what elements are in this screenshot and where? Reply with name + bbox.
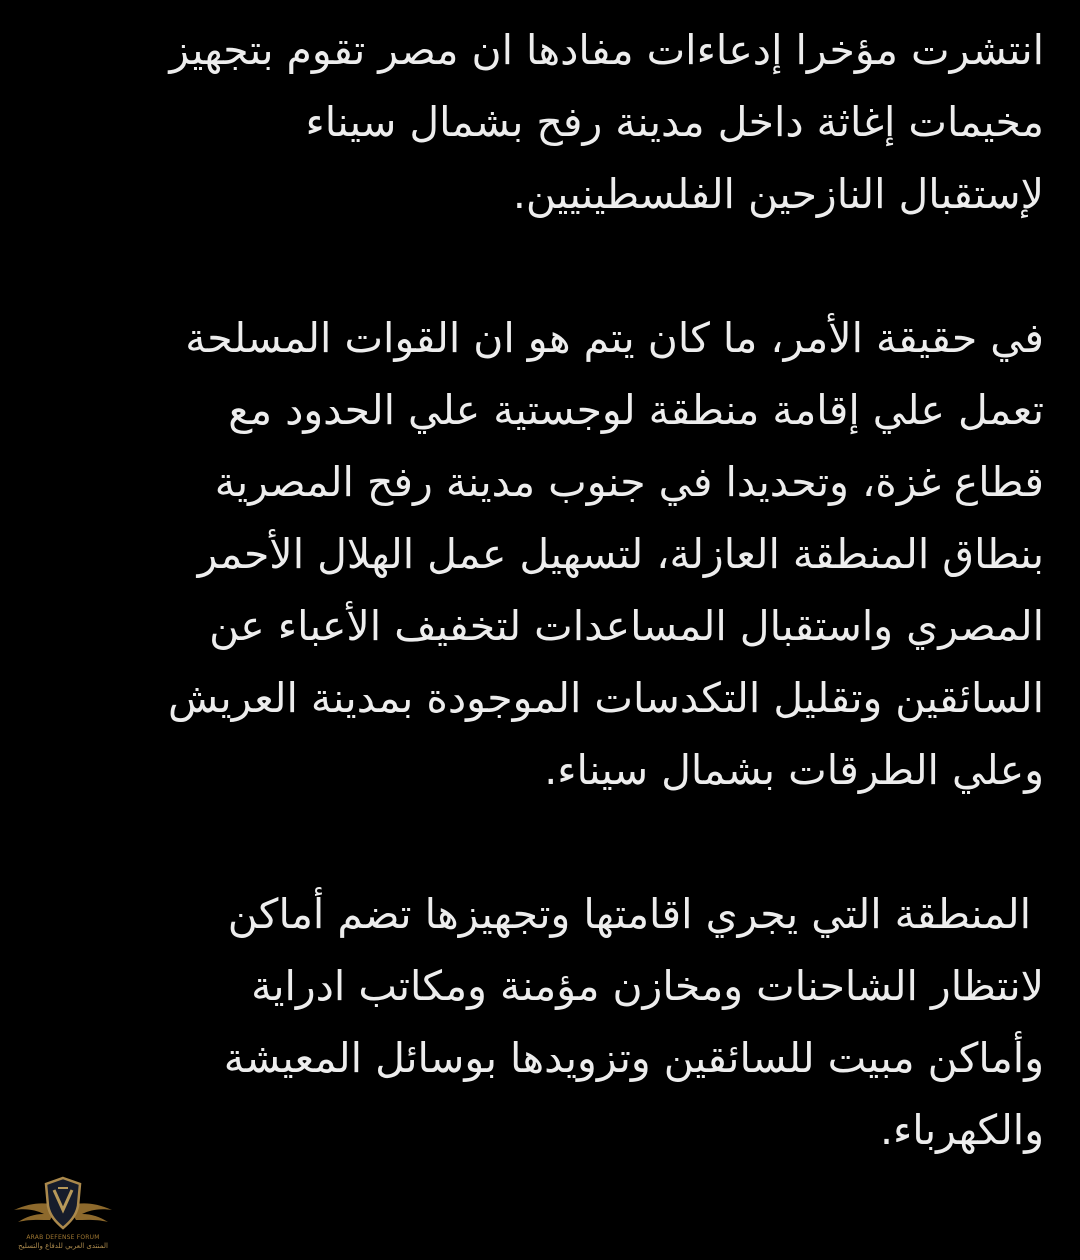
text-line: السائقين وتقليل التكدسات الموجودة بمدينة العريش (167, 674, 1044, 722)
text-line: وعلي الطرقات بشمال سيناء. (544, 746, 1044, 794)
text-line: المصري واستقبال المساعدات لتخفيف الأعباء عن (209, 602, 1044, 650)
paragraph-1 (40, 14, 1044, 230)
text-line: لإستقبال النازحين الفلسطينيين. (512, 170, 1044, 218)
forum-watermark (4, 1172, 122, 1258)
watermark-arabic: المنتدى العربي للدفاع والتسليح (18, 1242, 108, 1250)
paragraph-3 (40, 878, 1044, 1166)
note-body (40, 14, 1044, 1238)
text-line: في حقيقة الأمر، ما كان يتم هو ان القوات المسلحة (185, 314, 1044, 362)
text-line: تعمل علي إقامة منطقة لوجستية علي الحدود مع (228, 386, 1044, 434)
text-line: بنطاق المنطقة العازلة، لتسهيل عمل الهلال الأحمر (197, 530, 1044, 578)
text-line: المنطقة التي يجري اقامتها وتجهيزها تضم أماكن (227, 890, 1044, 938)
paragraph-2 (40, 302, 1044, 806)
text-line: انتشرت مؤخرا إدعاءات مفادها ان مصر تقوم بتجهيز (169, 26, 1044, 74)
text-line: مخيمات إغاثة داخل مدينة رفح بشمال سيناء (305, 98, 1044, 146)
text-line: قطاع غزة، وتحديدا في جنوب مدينة رفح المصرية (214, 458, 1044, 506)
forum-emblem-icon (8, 1172, 118, 1234)
text-line: والكهرباء. (879, 1106, 1044, 1154)
text-line: لانتظار الشاحنات ومخازن مؤمنة ومكاتب ادراية (251, 962, 1044, 1010)
text-line: وأماكن مبيت للسائقين وتزويدها بوسائل المعيشة (223, 1034, 1044, 1082)
watermark-english: ARAB DEFENSE FORUM (26, 1234, 100, 1241)
